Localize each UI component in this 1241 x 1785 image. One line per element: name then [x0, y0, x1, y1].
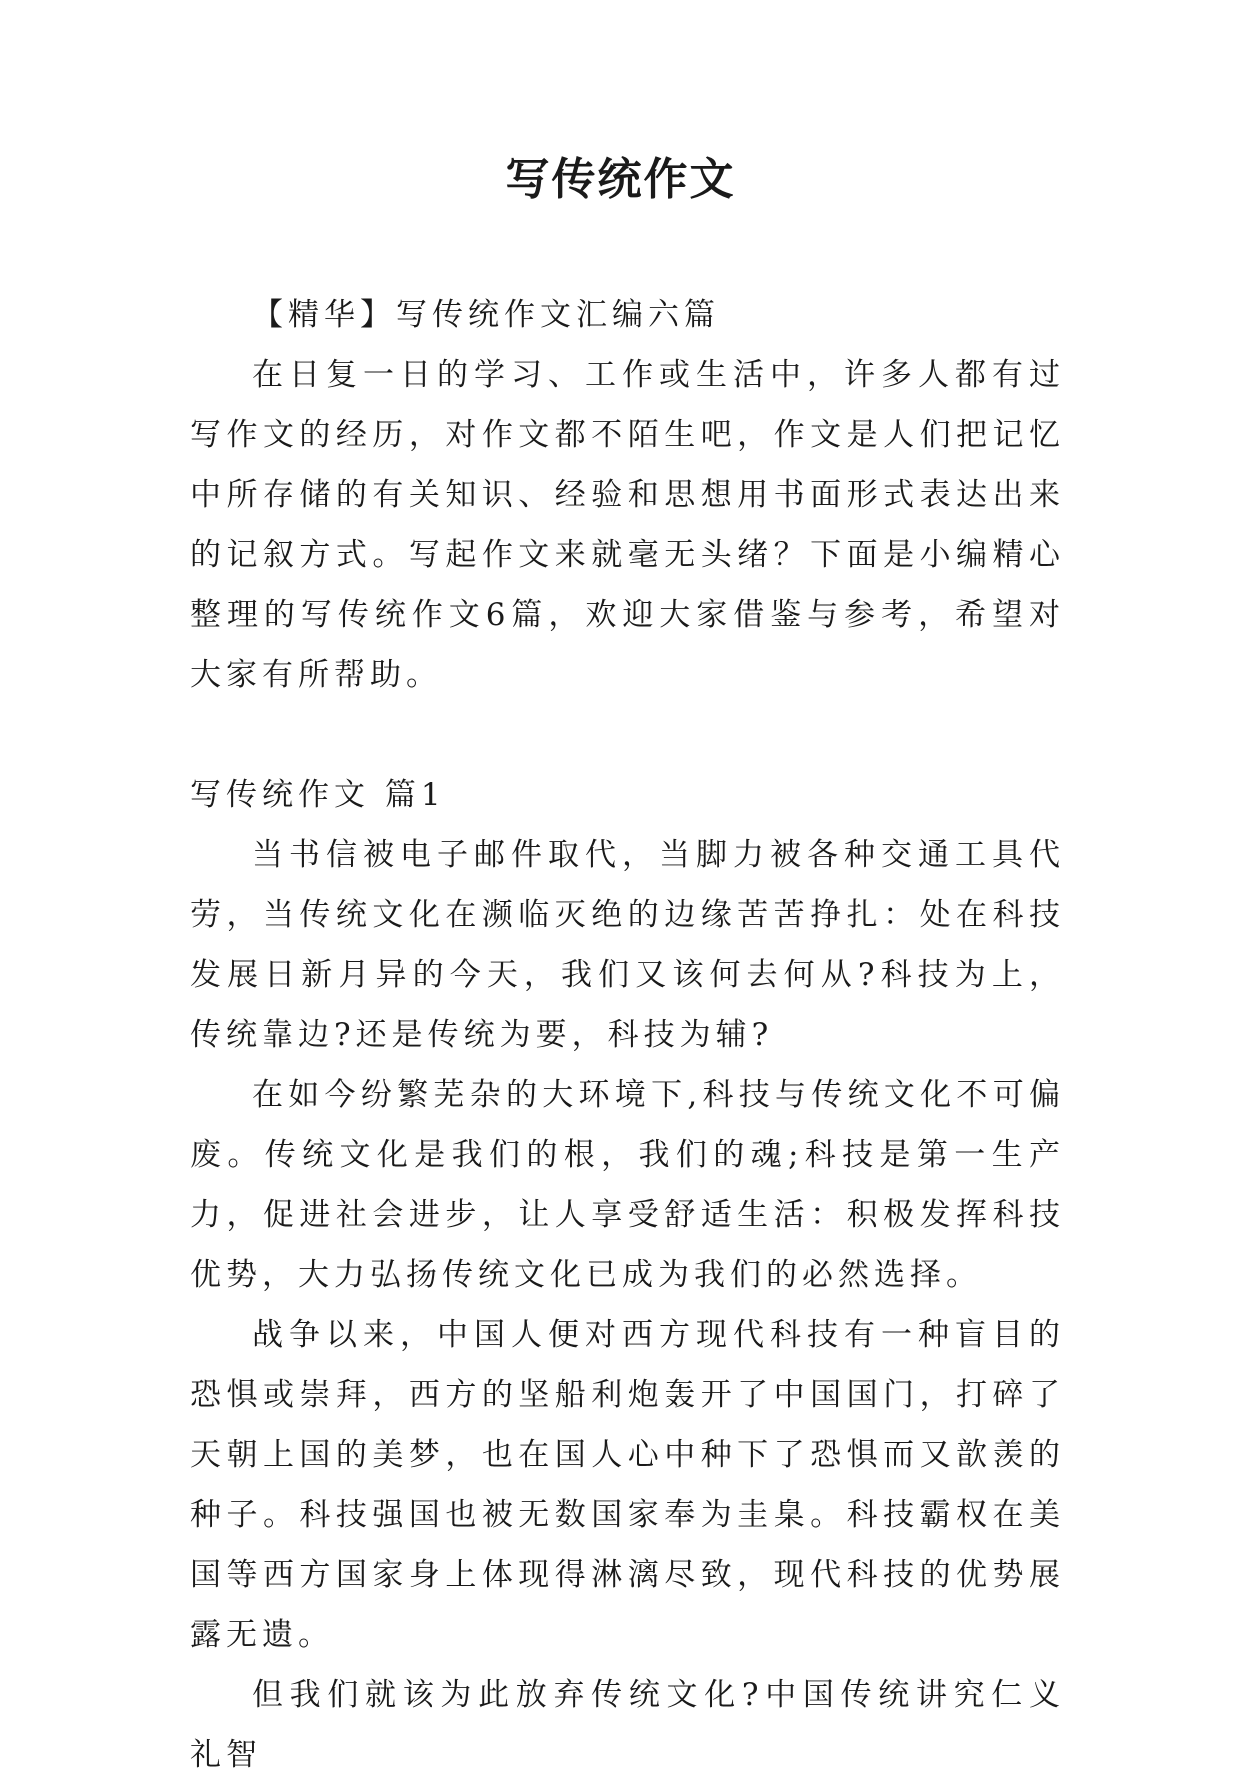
document-body	[190, 285, 1065, 1785]
section-heading: 写传统作文 篇1	[190, 777, 446, 813]
document-title: 写传统作文	[505, 154, 736, 205]
document-subtitle: 【精华】写传统作文汇编六篇	[252, 297, 720, 333]
body-paragraph: 但我们就该为此放弃传统文化?中国传统讲究仁义礼智	[190, 1677, 1065, 1773]
intro-paragraph: 在日复一日的学习、工作或生活中，许多人都有过写作文的经历，对作文都不陌生吧，作文是人们把记忆中所存储的有关知识、经验和思想用书面形式表达出来的记叙方式。写起作文来就毫无头绪？下面是小编精心整理的写传统作文6篇，欢迎大家借鉴与参考，希望对大家有所帮助。	[190, 357, 1065, 693]
body-paragraph: 战争以来，中国人便对西方现代科技有一种盲目的恐惧或崇拜，西方的坚船利炮轰开了中国国门，打碎了天朝上国的美梦，也在国人心中种下了恐惧而又歆羡的种子。科技强国也被无数国家奉为圭臬。科技霸权在美国等西方国家身上体现得淋漓尽致，现代科技的优势展露无遗。	[190, 1317, 1065, 1653]
body-paragraph: 当书信被电子邮件取代，当脚力被各种交通工具代劳，当传统文化在濒临灭绝的边缘苦苦挣扎：处在科技发展日新月异的今天，我们又该何去何从?科技为上，传统靠边?还是传统为要，科技为辅?	[190, 837, 1065, 1053]
body-paragraph: 在如今纷繁芜杂的大环境下,科技与传统文化不可偏废。传统文化是我们的根，我们的魂;科技是第一生产力，促进社会进步，让人享受舒适生活：积极发挥科技优势，大力弘扬传统文化已成为我们的必然选择。	[190, 1077, 1065, 1293]
